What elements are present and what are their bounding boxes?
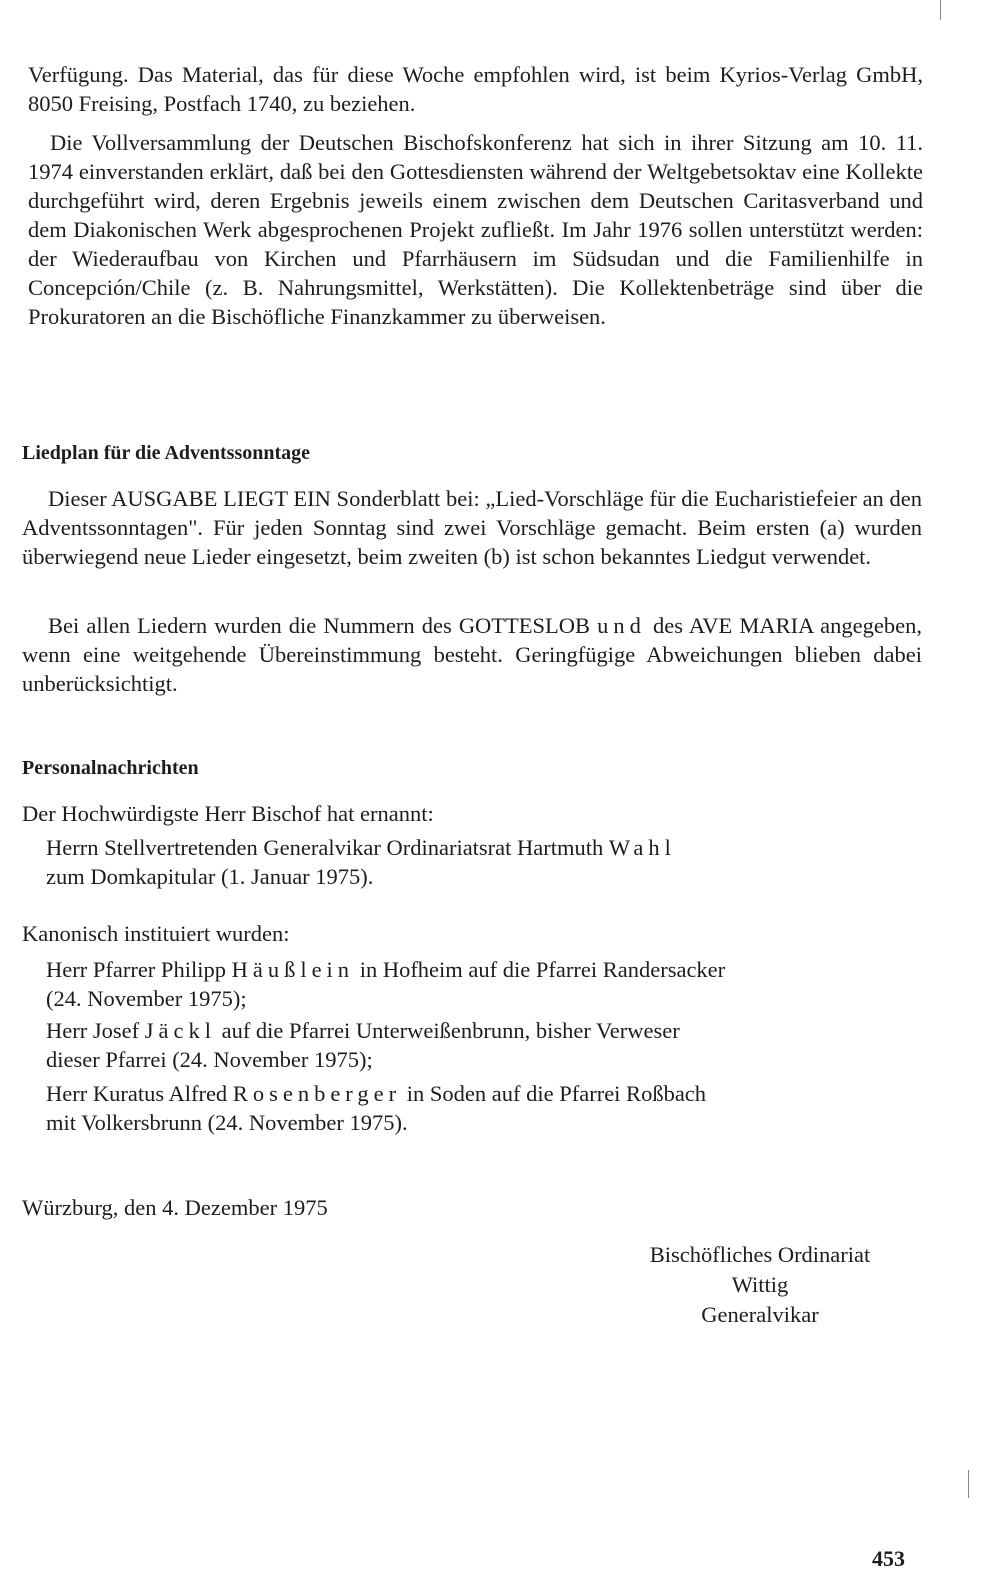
kanonisch-entry-1 — [46, 955, 920, 1013]
liedplan-paragraph-1: Dieser AUSGABE LIEGT EIN Sonderblatt bei: „Lied-Vorschläge für die Eucharistiefeier an den Adventssonntagen". Für jeden Sonntag sind zwei Vorschläge gemacht. Beim ersten (a) wurden überwiegend neue Lieder eingesetzt, beim zweiten (b) ist schon bekanntes Liedgut verwendet. — [22, 486, 922, 569]
signature-title: Generalvikar — [701, 1302, 819, 1327]
entry-1-pre: Herr Pfarrer Philipp — [46, 957, 226, 982]
kanonisch-entry-2 — [46, 1016, 920, 1074]
intro-paragraph-1: Verfügung. Das Material, das für diese Woche empfohlen wird, ist beim Kyrios-Verlag GmbH, 8050 Freising, Postfach 1740, zu beziehen. — [28, 62, 923, 116]
place-date: Würzburg, den 4. Dezember 1975 — [22, 1195, 328, 1220]
signature-name: Wittig — [731, 1272, 789, 1297]
liedplan-paragraph-2 — [22, 611, 922, 698]
ernannt-entry-date: zum Domkapitular (1. Januar 1975). — [46, 864, 374, 889]
signature-block — [590, 1240, 930, 1330]
name-haeusslein: Häußlein — [231, 957, 355, 982]
intro-paragraph-2: Die Vollversammlung der Deutschen Bischofskonferenz hat sich in ihrer Sitzung am 10. 11. 1974 einverstanden erklärt, daß bei den Gottesdiensten während der Weltgebetsoktav eine Kollekte durchgeführt wird, deren Ergebnis jeweils einem zwischen dem Deutschen Caritasverband und dem Diakonischen Werk abgesprochenen Projekt zufließt. Im Jahr 1976 sollen unterstützt werden: der Wiederaufbau von Kirchen und Pfarrhäusern im Südsudan und die Familienhilfe in Concepción/Chile (z. B. Nahrungsmittel, Werkstätten). Die Kollektenbeträge sind über die Prokuratoren an die Bischöfliche Finanzkammer zu überweisen. — [28, 130, 923, 329]
entry-2-pre: Herr Josef — [46, 1018, 140, 1043]
scan-mark-bottom — [968, 1470, 969, 1498]
entry-3-date: mit Volkersbrunn (24. November 1975). — [46, 1110, 408, 1135]
name-rosenberger: Rosenberger — [232, 1081, 402, 1106]
name-wahl: Wahl — [608, 835, 676, 860]
entry-1-post: in Hofheim auf die Pfarrei Randersacker — [359, 957, 726, 982]
page-number: 453 — [872, 1546, 905, 1571]
entry-2-post: auf die Pfarrei Unterweißenbrunn, bisher Verweser — [221, 1018, 680, 1043]
entry-3-pre: Herr Kuratus Alfred — [46, 1081, 228, 1106]
kanonisch-entry-3 — [46, 1079, 920, 1137]
section-heading-personal: Personalnachrichten — [22, 757, 199, 779]
emphasis-und: und — [597, 613, 646, 638]
name-jaeckl: Jäckl — [144, 1018, 216, 1043]
ernannt-entry-text: Herrn Stellvertretenden Generalvikar Ordinariatsrat Hartmuth — [46, 835, 604, 860]
signature-office: Bischöfliches Ordinariat — [649, 1242, 871, 1267]
section-heading-liedplan: Liedplan für die Adventssonntage — [22, 442, 311, 464]
liedplan-p2-start: Bei allen Liedern wurden die Nummern des GOTTESLOB — [48, 613, 591, 638]
entry-1-date: (24. November 1975); — [46, 986, 247, 1011]
entry-2-date: dieser Pfarrei (24. November 1975); — [46, 1047, 373, 1072]
entry-3-post: in Soden auf die Pfarrei Roßbach — [406, 1081, 707, 1106]
scan-mark-top — [940, 0, 941, 20]
kanonisch-intro: Kanonisch instituiert wurden: — [22, 921, 290, 946]
ernannt-intro: Der Hochwürdigste Herr Bischof hat ernannt: — [22, 801, 434, 826]
liedplan-p2-end: des AVE MARIA angegeben, wenn eine weitgehende Übereinstimmung besteht. Geringfügige Abweichungen blieben dabei unberücksichtigt. — [22, 613, 923, 696]
ernannt-entry — [46, 833, 920, 891]
